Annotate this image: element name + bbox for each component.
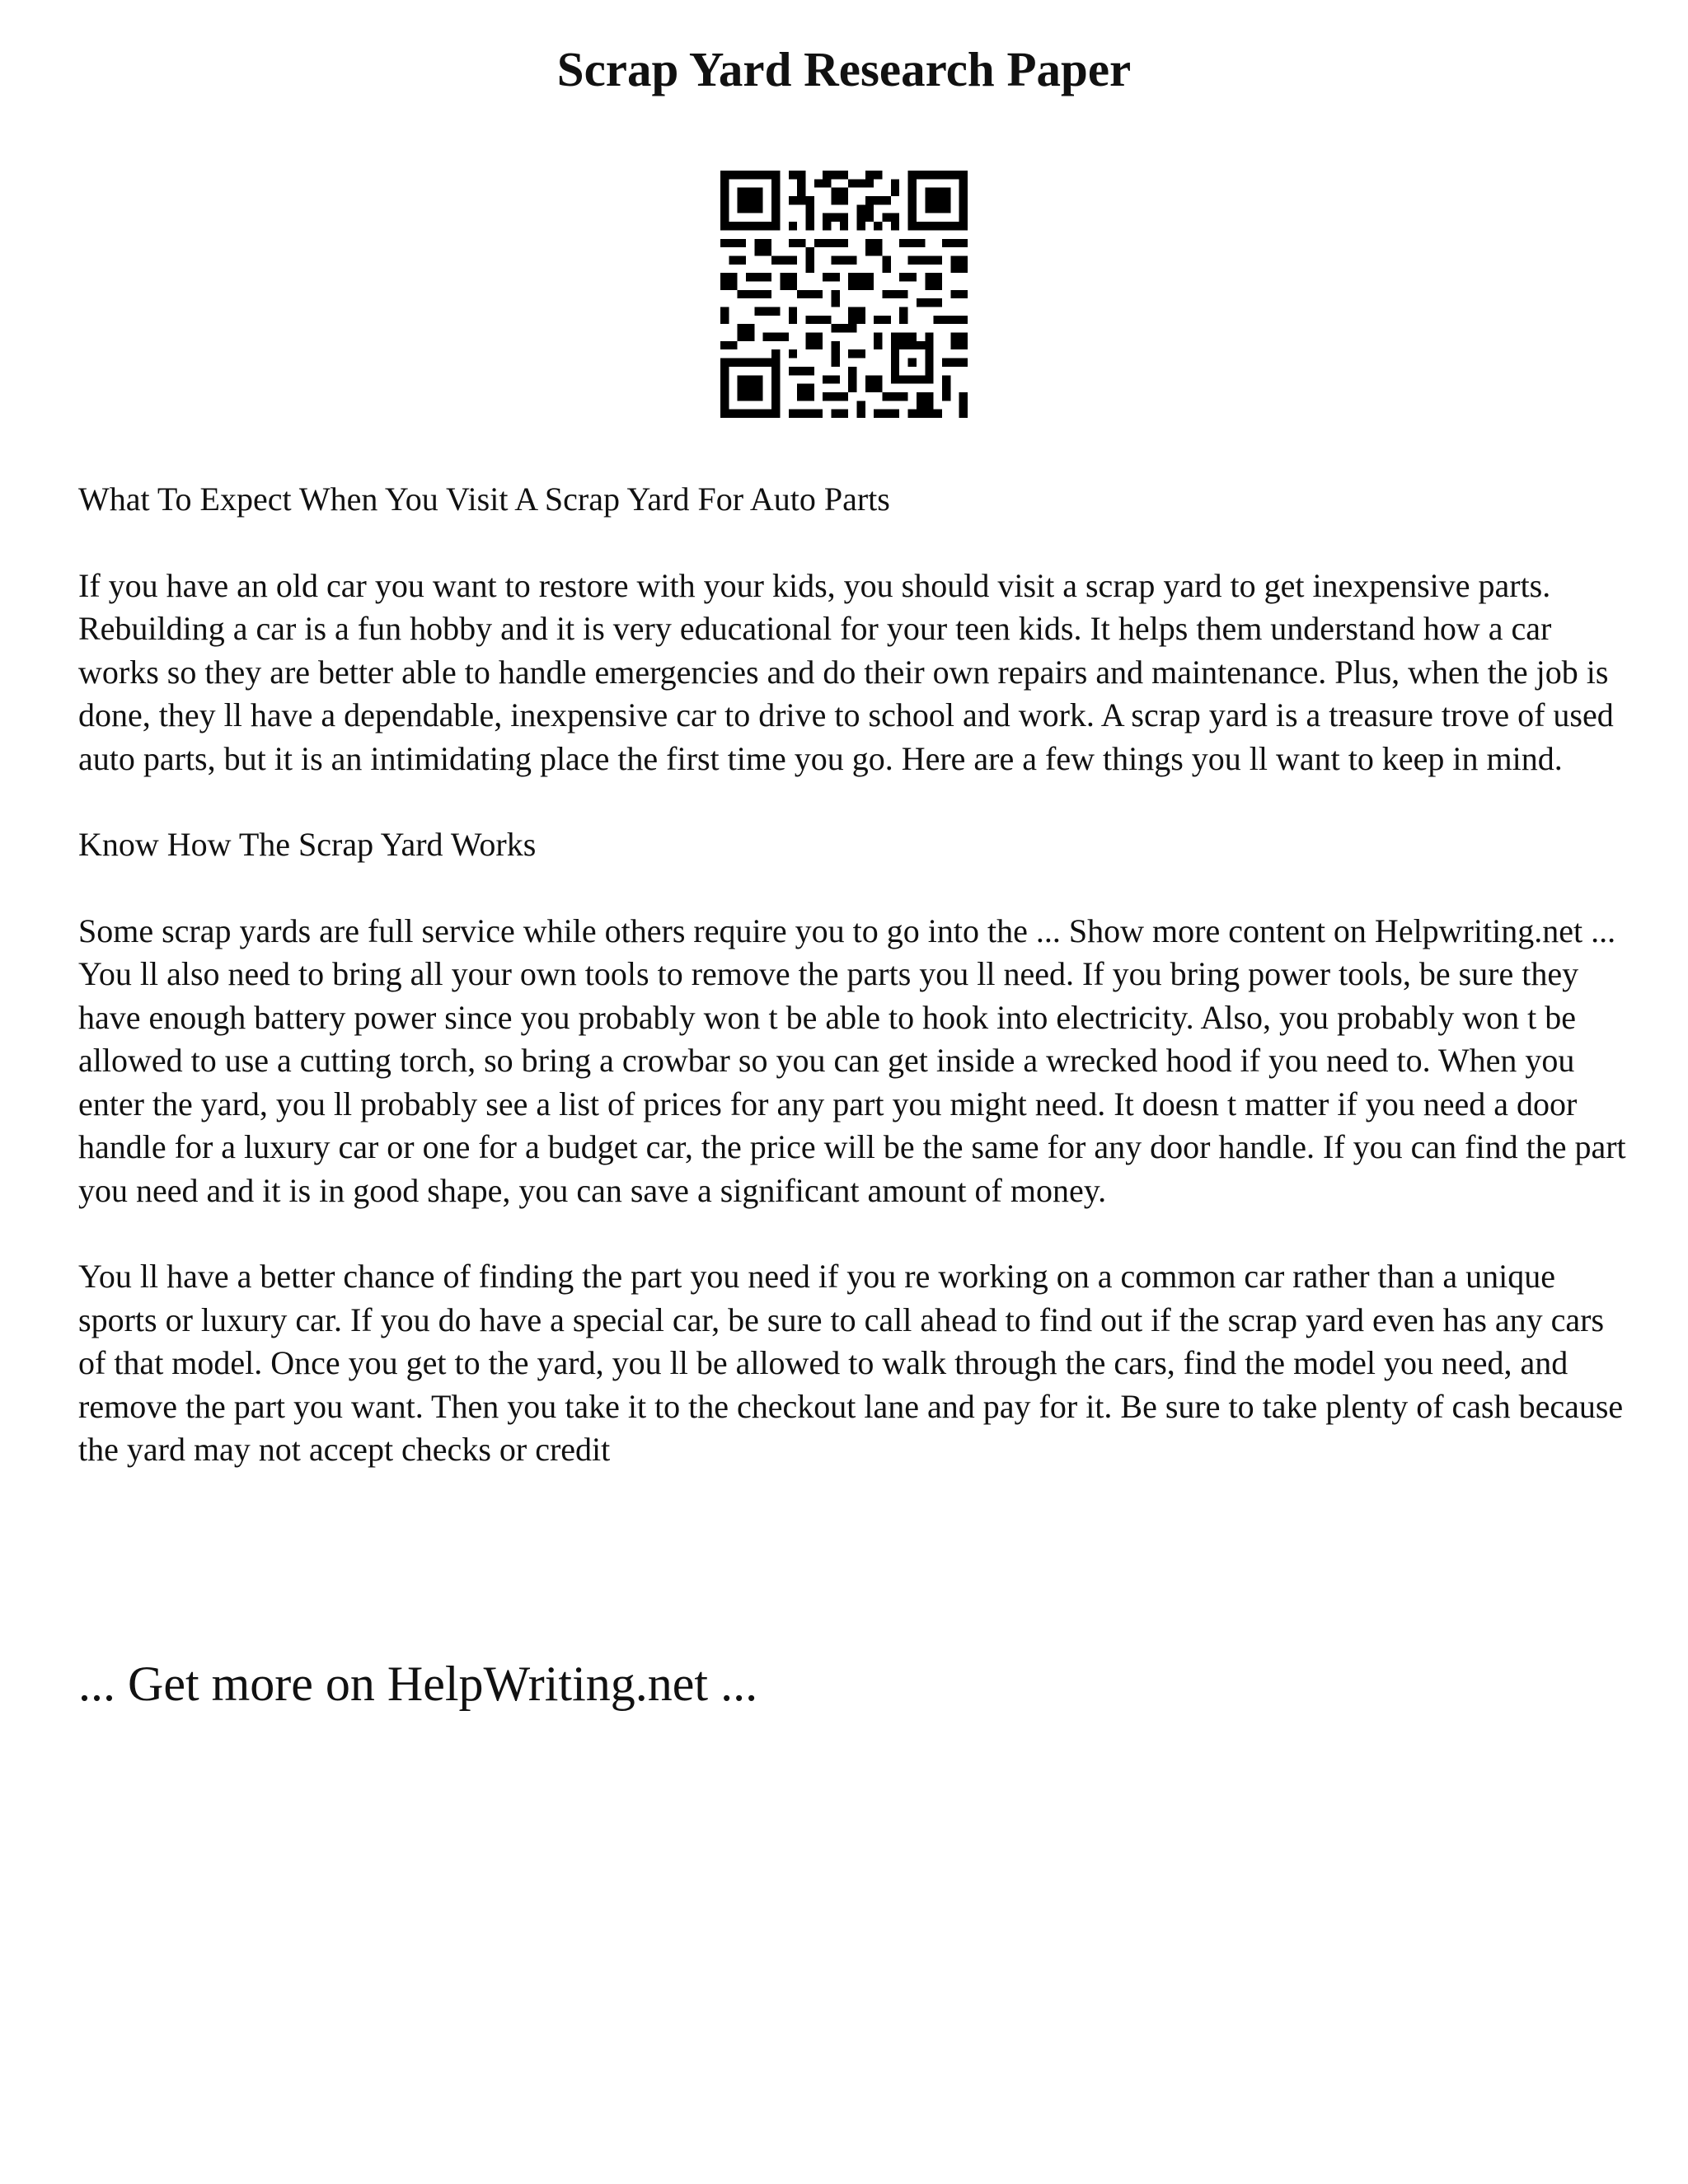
section-heading: Know How The Scrap Yard Works bbox=[78, 826, 537, 863]
paragraph-spacer bbox=[78, 522, 1628, 565]
paragraph-spacer bbox=[78, 867, 1628, 910]
page-title: Scrap Yard Research Paper bbox=[556, 42, 1132, 96]
body-paragraph: Some scrap yards are full service while others require you to go into the ... Show more content on Helpwriting.net ... bbox=[78, 912, 1616, 949]
paragraph-spacer bbox=[78, 780, 1628, 823]
section-heading: What To Expect When You Visit A Scrap Yard For Auto Parts bbox=[78, 480, 890, 518]
get-more-link[interactable]: ... Get more on HelpWriting.net ... bbox=[78, 1657, 758, 1711]
document-body bbox=[78, 478, 1628, 1472]
body-paragraph: If you have an old car you want to restore with your kids, you should visit a scrap yard to get inexpensive parts. Rebuilding a car is a fun hobby and it is very educational for your teen kids. It helps them understand how a car works so they are better able to handle emergencies and do their own repairs and maintenance. Plus, when the job is done, they ll have a dependable, inexpensive car to drive to school and work. A scrap yard is a treasure trove of used auto parts, but it is an intimidating place the first time you go. Here are a few things you ll want to keep in mind. bbox=[78, 566, 1614, 777]
qr-code-icon bbox=[720, 171, 968, 418]
paragraph-spacer bbox=[78, 1212, 1628, 1255]
body-paragraph: You ll also need to bring all your own tools to remove the parts you ll need. If you bring power tools, be sure they have enough battery power since you probably won t be able to hook into electricity. Also, you probably won t be allowed to use a cutting torch, so bring a crowbar so you can get inside a wrecked hood if you need to. When you enter the yard, you ll probably see a list of prices for any part you might need. It doesn t matter if you need a door handle for a luxury car or one for a budget car, the price will be the same for any door handle. If you can find the part you need and it is in good shape, you can save a significant amount of money. bbox=[78, 955, 1626, 1209]
body-paragraph: You ll have a better chance of finding the part you need if you re working on a common car rather than a unique sports or luxury car. If you do have a special car, be sure to call ahead to find out if the scrap yard even has any cars of that model. Once you get to the yard, you ll be allowed to walk through the cars, find the model you need, and remove the part you want. Then you take it to the checkout lane and pay for it. Be sure to take plenty of cash because the yard may not accept checks or credit bbox=[78, 1258, 1624, 1468]
